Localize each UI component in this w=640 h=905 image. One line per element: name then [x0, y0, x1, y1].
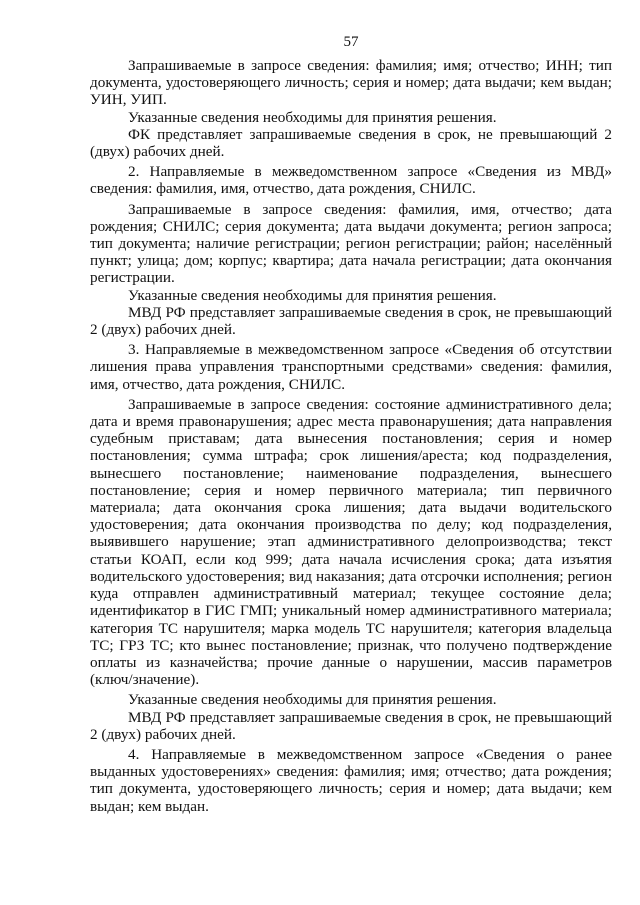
paragraph-item-2-heading: 2. Направляемые в межведомственном запросе «Сведения из МВД» сведения: фамилия, имя, отчество, дата рождения, СНИЛС. — [90, 163, 612, 198]
paragraph-item-3-heading: 3. Направляемые в межведомственном запросе «Сведения об отсутствии лишения права управления транспортными средствами» сведения: фамилия, имя, отчество, дата рождения, СНИЛС. — [90, 341, 612, 393]
paragraph-mvd-deadline-2: МВД РФ представляет запрашиваемые сведения в срок, не превышающий 2 (двух) рабочих дней. — [90, 708, 612, 743]
paragraph-requested-data-mvd: Запрашиваемые в запросе сведения: фамилия, имя, отчество; дата рождения; СНИЛС; серия документа; дата выдачи документа; регион запроса; тип документа; наличие регистрации; регион регистрации; район; населённый пункт; улица; дом; корпус; квартира; дата начала регистрации; дата окончания регистрации. — [90, 200, 612, 287]
paragraph-item-4-heading: 4. Направляемые в межведомственном запросе «Сведения о ранее выданных удостоверениях» сведения: фамилия; имя; отчество; дата рождения; тип документа, удостоверяющего личность; серия и номер; дата выдачи; кем выдан; кем выдан. — [90, 745, 612, 815]
paragraph-purpose-1: Указанные сведения необходимы для принятия решения. — [128, 108, 497, 126]
paragraph-purpose-2: Указанные сведения необходимы для принятия решения. — [128, 286, 497, 304]
paragraph-fk-deadline: ФК представляет запрашиваемые сведения в срок, не превышающий 2 (двух) рабочих дней. — [90, 125, 612, 161]
paragraph-requested-data-fk: Запрашиваемые в запросе сведения: фамилия; имя; отчество; ИНН; тип документа, удостоверяющего личность; серия и номер; дата выдачи; кем выдан; УИН, УИП. — [90, 57, 612, 109]
document-page — [90, 34, 612, 815]
page-number: 57 — [343, 34, 359, 50]
paragraph-purpose-3: Указанные сведения необходимы для принятия решения. — [128, 691, 497, 709]
paragraph-mvd-deadline-1: МВД РФ представляет запрашиваемые сведения в срок, не превышающий 2 (двух) рабочих дней. — [90, 303, 612, 339]
paragraph-requested-data-license: Запрашиваемые в запросе сведения: состояние административного дела; дата и время правонарушения; адрес места правонарушения; дата направления судебным приставам; дата вынесения постановления; серия и номер постановления; сумма штрафа; срок лишения/ареста; код подразделения, вынесшего постановление; наименование подразделения, вынесшего постановление; серия и номер первичного материала; тип первичного материала; дата окончания срока лишения; дата выдачи водительского удостоверения; дата окончания производства по делу; код подразделения, выявившего нарушение; этап административного делопроизводства; текст статьи КОАП, если код 999; дата начала исчисления срока; дата изъятия водительского удостоверения; вид наказания; дата отсрочки исполнения; регион куда отправлен административный материал; текущее состояние дела; идентификатор в ГИС ГМП; уникальный номер административного материала; категория ТС нарушителя; марка модель ТС нарушителя; категория владельца ТС; ГРЗ ТС; кто вынес постановление; признак, что получено подтверждение оплаты из казначейства; прочие данные о нарушении, массив параметров (ключ/значение). — [90, 395, 612, 689]
